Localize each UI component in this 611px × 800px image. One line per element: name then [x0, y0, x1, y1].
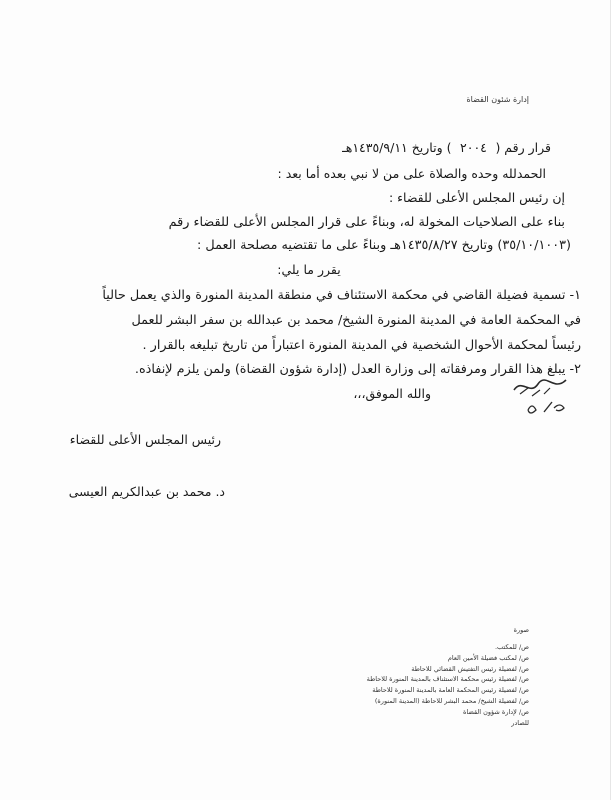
opening-line: الحمدلله وحده والصلاة على من لا نبي بعده أما بعد : — [277, 166, 546, 181]
copies-list — [249, 626, 529, 728]
handwritten-signature-mark — [510, 372, 570, 420]
copy-item: ص/ لفضيلة رئيس المحكمة العامة بالمدينة المنورة للاحاطة — [372, 686, 529, 695]
copy-item: ص/ لفضيلة رئيس التفتيش القضائي للاحاطة — [411, 664, 529, 673]
clause-1-line-3: رئيساً لمحكمة الأحوال الشخصية في المدينة المنورة اعتباراً من تاريخ تبليغه بالقرار . — [142, 338, 581, 353]
copy-item: ص/ لمكتب فضيلة الأمين العام — [447, 653, 529, 662]
signatory-title: رئيس المجلس الأعلى للقضاء — [69, 432, 221, 447]
copies-heading: صورة — [513, 626, 529, 634]
chairman-line: إن رئيس المجلس الأعلى للقضاء : — [388, 190, 565, 205]
clause-2: ٢- يبلغ هذا القرار ومرفقاته إلى وزارة العدل (إدارة شؤون القضاة) ولمن يلزم لإنفاذه. — [134, 362, 581, 377]
clause-1-line-1: ١- تسمية فضيلة القاضي في محكمة الاستئناف في منطقة المدينة المنورة والذي يعمل حالياً — [102, 288, 581, 303]
copy-item: ص/ لفضيلة رئيس محكمة الاستئناف بالمدينة المنورة للاحاطة — [366, 675, 529, 684]
decision-date: ) وتاريخ ١٤٣٥/٩/١١هـ — [342, 140, 452, 155]
clause-1-line-2: في المحكمة العامة في المدينة المنورة الشيخ/ محمد بن عبدالله بن سفر البشر للعمل — [131, 313, 581, 328]
copy-item: ص/ لإدارة شؤون القضاة — [462, 707, 529, 716]
closing-line: والله الموفق،،، — [353, 386, 431, 401]
copy-item: ص/ لفضيلة الشيخ/ محمد البشر للاحاطة (المدينة المنورة) — [374, 696, 529, 705]
preamble-line-2: (٣٥/١٠/١٠٠٣) وتاريخ ١٤٣٥/٨/٢٧هـ وبناءً على ما تقتضيه مصلحة العمل : — [197, 238, 571, 253]
department-header: إدارة شئون القضاة — [466, 95, 529, 104]
decision-label: قرار رقم ( — [495, 140, 551, 155]
copy-item: ص/ للمكتب. — [494, 643, 529, 651]
decides-heading: يقرر ما يلي: — [277, 262, 341, 277]
decision-number: ٢٠٠٤ — [460, 140, 487, 155]
copy-item: للصادر — [511, 718, 529, 727]
signatory-name: د. محمد بن عبدالكريم العيسى — [68, 484, 225, 499]
decision-line — [342, 140, 551, 155]
preamble-line-1: بناء على الصلاحيات المخولة له، وبناءً على قرار المجلس الأعلى للقضاء رقم — [168, 215, 565, 230]
